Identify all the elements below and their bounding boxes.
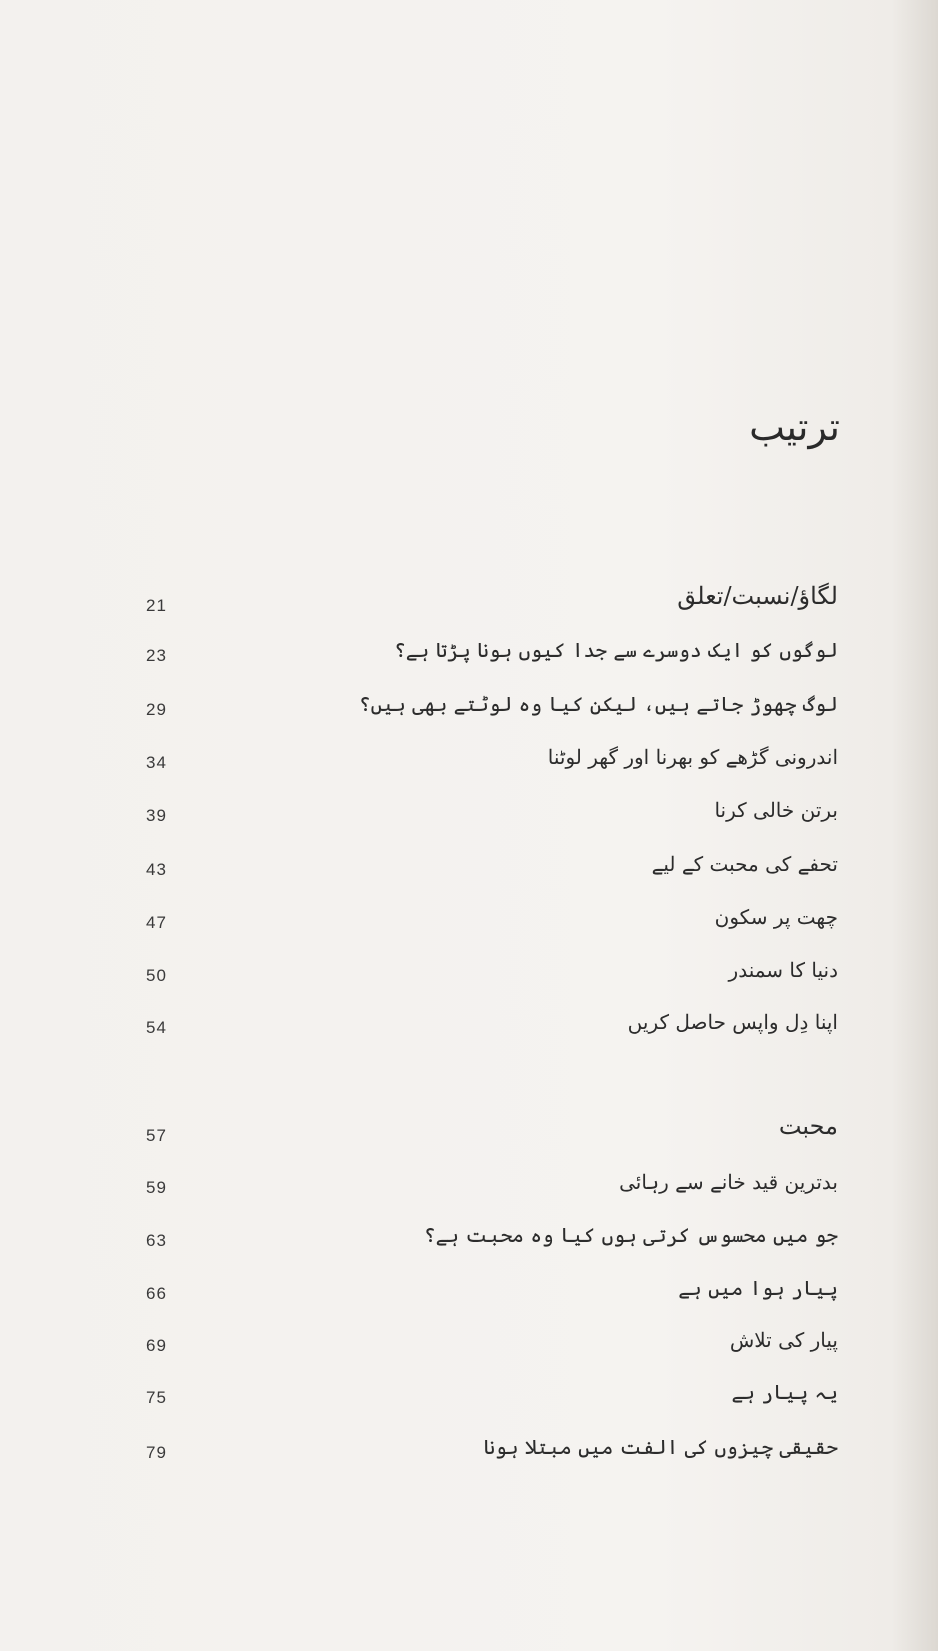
toc-entry [0,905,938,945]
entry-title: لوگوں کو ایک دوسرے سے جدا کیوں ہونا پڑتا ہے؟ [394,638,838,662]
toc-entry [0,852,938,892]
toc-entry [0,638,938,678]
entry-title: حقیقی چیزوں کی الفت میں مبتلا ہونا [483,1435,838,1459]
page-number: 69 [146,1336,167,1355]
page-number: 75 [146,1388,167,1407]
toc-entry [0,1010,938,1050]
toc-entry [0,798,938,838]
entry-title: اپنا دِل واپس حاصل کریں [627,1010,838,1034]
entry-title: تحفے کی محبت کے لیے [651,852,838,876]
entry-title: چھت پر سکون [714,905,838,929]
toc-entry [0,1435,938,1475]
toc-entry [0,1328,938,1368]
toc-section-heading [0,582,938,628]
entry-title: پیار کی تلاش [729,1328,838,1352]
entry-title: برتن خالی کرنا [714,798,838,822]
entry-title: اندرونی گڑھے کو بھرنا اور گھر لوٹنا [547,745,838,769]
toc-entry [0,1170,938,1210]
page-number: 54 [146,1018,167,1037]
entry-title: لگاؤ/نسبت/تعلق [677,582,838,610]
page-number: 47 [146,913,167,932]
page-number: 39 [146,806,167,825]
toc-entry [0,958,938,998]
entry-title: دنیا کا سمندر [728,958,838,982]
entry-title: لوگ چھوڑ جاتے ہیں، لیکن کیا وہ لوٹتے بھی ہیں؟ [358,692,838,716]
toc-entry [0,1223,938,1263]
page-number: 59 [146,1178,167,1197]
page-number: 23 [146,646,167,665]
toc-entry [0,692,938,732]
page-title: ترتیب [749,405,840,449]
page-number: 43 [146,860,167,879]
toc-entry [0,1276,938,1316]
entry-title: پیار ہوا میں ہے [678,1276,838,1300]
page-number: 34 [146,753,167,772]
toc-entry [0,745,938,785]
page-number: 50 [146,966,167,985]
page-number: 79 [146,1443,167,1462]
entry-title: بدترین قید خانے سے رہائی [619,1170,838,1194]
page-number: 29 [146,700,167,719]
page-number: 66 [146,1284,167,1303]
page-number: 21 [146,596,167,615]
toc-section-heading [0,1112,938,1158]
page-number: 63 [146,1231,167,1250]
entry-title: یہ پیار ہے [731,1380,838,1404]
toc-entry [0,1380,938,1420]
page-number: 57 [146,1126,167,1145]
entry-title: محبت [778,1112,838,1140]
entry-title: جو میں محسوس کرتی ہوں کیا وہ محبت ہے؟ [423,1223,838,1247]
